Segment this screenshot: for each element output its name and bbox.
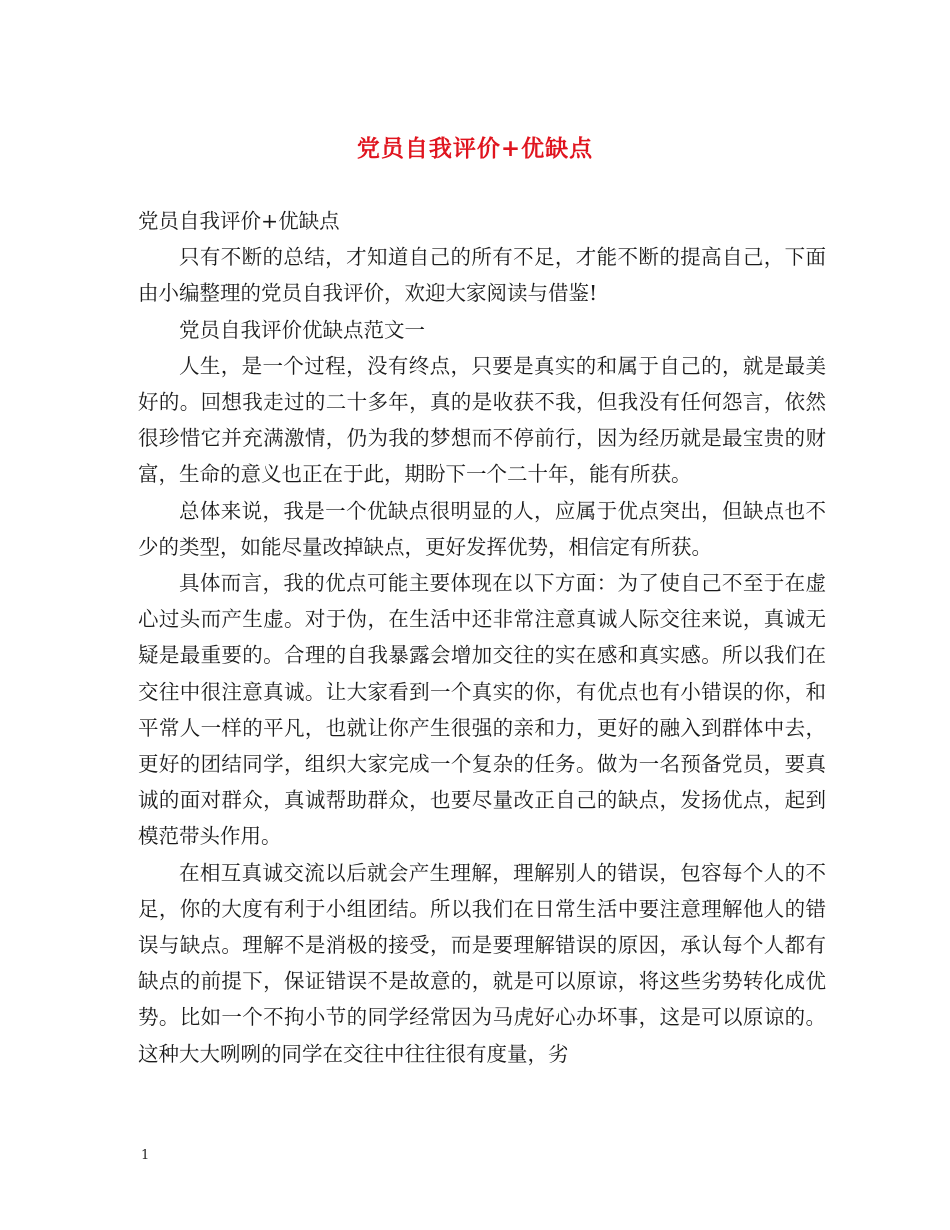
subtitle-paragraph: 党员自我评价+优缺点 [138,209,340,233]
intro-paragraph: 只有不断的总结，才知道自己的所有不足，才能不断的提高自己，下面由小编整理的党员自我评价，欢迎大家阅读与借鉴! [138,245,826,306]
document-body [138,203,826,1072]
page-title: 党员自我评价+优缺点 [356,135,594,162]
body-paragraph: 在相互真诚交流以后就会产生理解，理解别人的错误，包容每个人的不足，你的大度有利于小组团结。所以我们在日常生活中要注意理解他人的错误与缺点。理解不是消极的接受，而是要理解错误的原因，承认每个人都有缺点的前提下，保证错误不是故意的，就是可以原谅，将这些劣势转化成优势。比如一个不拘小节的同学经常因为马虎好心办坏事，这是可以原谅的。这种大大咧咧的同学在交往中往往很有度量，劣 [138,860,826,1066]
page-number: 1 [141,1148,150,1163]
body-paragraph: 人生，是一个过程，没有终点，只要是真实的和属于自己的，就是最美好的。回想我走过的二十多年，真的是收获不我，但我没有任何怨言，依然很珍惜它并充满激情，仍为我的梦想而不停前行，因为经历就是最宝贵的财富，生命的意义也正在于此，期盼下一个二十年，能有所获。 [138,353,826,487]
section-heading: 党员自我评价优缺点范文一 [179,317,425,342]
body-paragraph: 具体而言，我的优点可能主要体现在以下方面：为了使自己不至于在虚心过头而产生虚。对于伪，在生活中还非常注意真诚人际交往来说，真诚无疑是最重要的。合理的自我暴露会增加交往的实在感和真实感。所以我们在交往中很注意真诚。让大家看到一个真实的你，有优点也有小错误的你，和平常人一样的平凡，也就让你产生很强的亲和力，更好的融入到群体中去，更好的团结同学，组织大家完成一个复杂的任务。做为一名预备党员，要真诚的面对群众，真诚帮助群众，也要尽量改正自己的缺点，发扬优点，起到模范带头作用。 [138,571,826,849]
body-paragraph: 总体来说，我是一个优缺点很明显的人，应属于优点突出，但缺点也不少的类型，如能尽量改掉缺点，更好发挥优势，相信定有所获。 [138,498,826,559]
